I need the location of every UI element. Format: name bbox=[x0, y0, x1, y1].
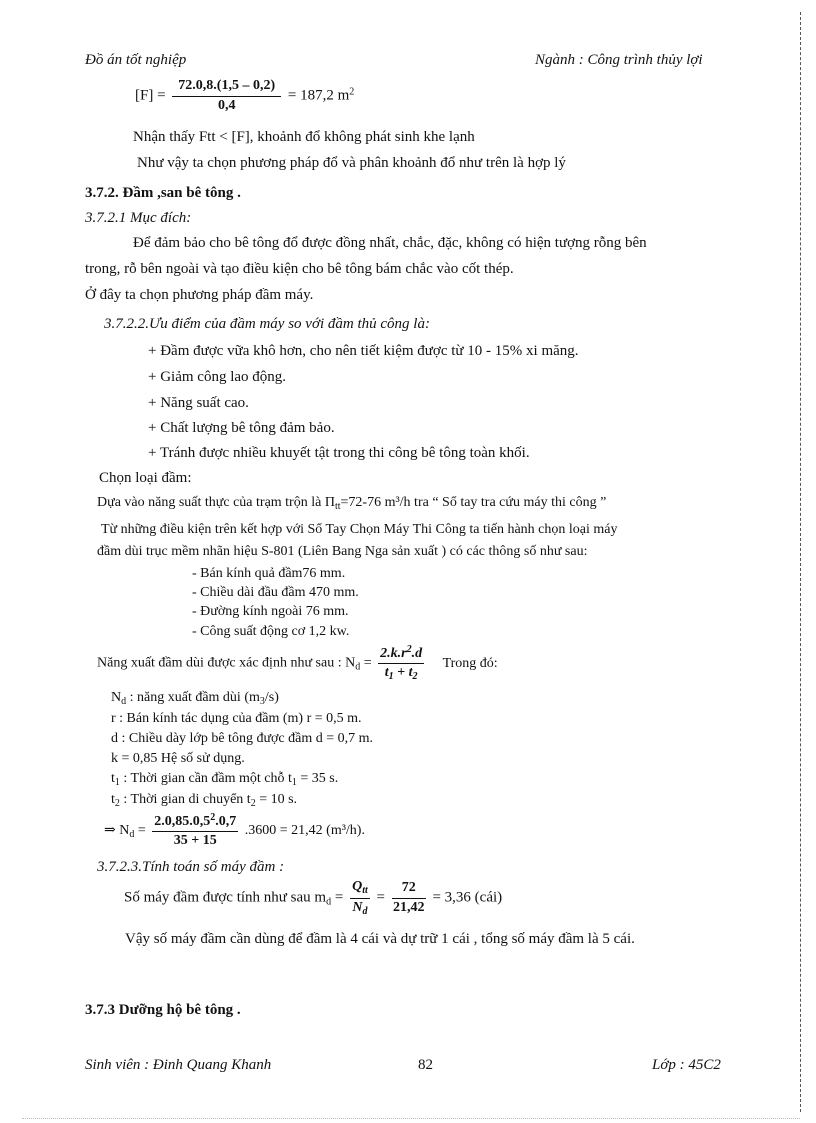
def-sym: t bbox=[111, 792, 115, 807]
den-sub-1: 1 bbox=[388, 671, 394, 683]
formula-denominator: 0,4 bbox=[217, 98, 236, 114]
def-text: : Chiều dày lớp bê tông được đầm d = 0,7 m. bbox=[118, 731, 374, 746]
def-text: : Thời gian cần đầm một chỗ t bbox=[119, 771, 292, 786]
num-text: 2.k.r bbox=[380, 646, 407, 661]
spec-item: - Công suất động cơ 1,2 kw. bbox=[192, 624, 350, 639]
def-text: = 0,85 Hệ số sử dụng. bbox=[118, 751, 245, 766]
note-line-1: Nhận thấy Ftt < [F], khoảnh đổ không phát sinh khe lạnh bbox=[133, 129, 475, 145]
formula-lhs: [F] = bbox=[135, 87, 166, 104]
purpose-line-3: Ở đây ta chọn phương pháp đầm máy. bbox=[85, 287, 314, 303]
def-sub: 1 bbox=[114, 777, 120, 788]
def-sym: d bbox=[111, 731, 118, 746]
n-symbol: N bbox=[352, 899, 363, 915]
value-fraction bbox=[392, 880, 426, 915]
q-numerator bbox=[350, 879, 370, 899]
equals-sign: = bbox=[137, 822, 146, 838]
pi-symbol: Π bbox=[324, 495, 335, 510]
heading-3-7-2-3: 3.7.2.3.Tính toán số máy đầm : bbox=[97, 859, 285, 875]
machine-count-text: Số máy đầm được tính như sau m bbox=[124, 889, 327, 906]
nd-numerator bbox=[152, 812, 238, 832]
footer-page-number: 82 bbox=[418, 1057, 433, 1073]
definition-item bbox=[111, 690, 279, 708]
productivity-denominator bbox=[378, 664, 424, 683]
def-sym: r bbox=[111, 711, 116, 726]
based-on-post: =72-76 m³/h tra “ Sổ tay tra cứu máy thi công ” bbox=[340, 495, 607, 510]
formula-numerator: 72.0,8.(1,5 – 0,2) bbox=[172, 78, 281, 97]
advantage-item: + Năng suất cao. bbox=[148, 395, 249, 411]
header-left: Đồ án tốt nghiệp bbox=[85, 52, 187, 68]
def-text-end: = 35 s. bbox=[296, 771, 339, 786]
productivity-trailing: Trong đó: bbox=[442, 655, 498, 671]
nd-sub: d bbox=[129, 828, 135, 840]
nd-symbol: N bbox=[119, 822, 130, 838]
q-over-n-fraction bbox=[350, 879, 370, 917]
conclusion-line: Vậy số máy đầm cần dùng để đầm là 4 cái và dự trữ 1 cái , tổng số máy đầm là 5 cái. bbox=[125, 931, 635, 947]
conditions-line-2: đầm dùi trục mềm nhãn hiệu S-801 (Liên Bang Nga sản xuất ) có các thông số như sau: bbox=[97, 544, 588, 559]
note-line-2: Như vậy ta chọn phương pháp đổ và phân khoảnh đổ như trên là hợp lý bbox=[137, 155, 566, 171]
implies-arrow: ⇒ bbox=[104, 822, 116, 838]
nd-fraction bbox=[152, 812, 238, 849]
pi-sub: tt bbox=[334, 501, 341, 512]
q-sub: tt bbox=[362, 885, 368, 896]
num-sup: 2 bbox=[406, 644, 412, 655]
definition-item bbox=[111, 771, 338, 789]
spec-item: - Chiều dài đầu đầm 470 mm. bbox=[192, 585, 359, 600]
advantage-item: + Chất lượng bê tông đảm bảo. bbox=[148, 420, 335, 436]
def-sym: k bbox=[111, 751, 118, 766]
def-unit-sub: 1 bbox=[291, 777, 297, 788]
footer-student: Sinh viên : Đinh Quang Khanh bbox=[85, 1057, 272, 1073]
page-border-bottom bbox=[22, 1118, 800, 1119]
def-text: : Bán kính tác dụng của đầm (m) r = 0,5 m. bbox=[115, 711, 362, 726]
purpose-line-2: trong, rỗ bên ngoài và tạo điều kiện cho bê tông bám chắc vào cốt thép. bbox=[85, 261, 514, 277]
spec-item: - Bán kính quả đầm76 mm. bbox=[192, 566, 346, 581]
heading-3-7-3: 3.7.3 Dưỡng hộ bê tông . bbox=[85, 1002, 241, 1018]
def-text: : năng xuất đầm dùi (m bbox=[126, 690, 260, 705]
def-text-end: /s) bbox=[264, 690, 279, 705]
def-text: : Thời gian di chuyển t bbox=[119, 792, 251, 807]
num-tail: .0,7 bbox=[215, 814, 237, 829]
header-right: Ngành : Công trình thủy lợi bbox=[535, 52, 703, 68]
purpose-line-1: Để đảm bảo cho bê tông đổ được đồng nhất, chắc, đặc, không có hiện tượng rỗng bên bbox=[133, 235, 647, 251]
value-numerator: 72 bbox=[392, 880, 426, 898]
nd-sub: d bbox=[355, 661, 361, 673]
n-sub: d bbox=[362, 905, 368, 917]
productivity-numerator bbox=[378, 644, 424, 664]
choose-type-line: Chọn loại đầm: bbox=[99, 470, 192, 486]
value-denominator: 21,42 bbox=[392, 899, 425, 915]
def-sym: t bbox=[111, 771, 115, 786]
heading-3-7-2-1: 3.7.2.1 Mục đích: bbox=[85, 210, 192, 226]
num-text: 2.0,85.0,5 bbox=[154, 814, 211, 829]
nd-result: .3600 = 21,42 (m³/h). bbox=[244, 822, 365, 838]
definition-item bbox=[111, 731, 373, 747]
definition-item bbox=[111, 711, 362, 727]
machine-count-result: = 3,36 (cái) bbox=[432, 889, 503, 906]
machine-count-line bbox=[124, 879, 502, 917]
heading-3-7-2: 3.7.2. Đầm ,san bê tông . bbox=[85, 185, 241, 201]
num-sup: 2 bbox=[210, 812, 216, 823]
nd-symbol: N bbox=[345, 655, 356, 671]
equals-sign: = bbox=[363, 655, 372, 671]
definition-item bbox=[111, 751, 245, 767]
spec-item: - Đường kính ngoài 76 mm. bbox=[192, 604, 349, 619]
formula-rhs-sup: 2 bbox=[349, 86, 355, 98]
formula-area bbox=[135, 78, 354, 114]
num-tail: .d bbox=[411, 646, 423, 661]
equals-sign: = bbox=[376, 889, 385, 906]
def-sub: 2 bbox=[114, 798, 120, 809]
formula-rhs: = 187,2 m bbox=[287, 87, 350, 104]
productivity-line bbox=[97, 644, 498, 683]
productivity-fraction bbox=[378, 644, 424, 683]
def-sub: d bbox=[121, 696, 127, 707]
based-on-pre: Dựa vào năng suất thực của trạm trộn là bbox=[97, 495, 322, 510]
nd-denominator: 35 + 15 bbox=[173, 833, 217, 849]
md-sub: d bbox=[326, 896, 332, 908]
heading-3-7-2-2: 3.7.2.2.Ưu điểm của đầm máy so với đầm thủ công là: bbox=[104, 316, 430, 332]
productivity-text: Năng xuất đầm dùi được xác định như sau : bbox=[97, 655, 342, 671]
formula-fraction bbox=[172, 78, 281, 114]
advantage-item: + Đầm được vữa khô hơn, cho nên tiết kiệm được từ 10 - 15% xi măng. bbox=[148, 343, 579, 359]
nd-calculation bbox=[104, 812, 365, 849]
def-text-end: = 10 s. bbox=[255, 792, 298, 807]
def-unit-sub: 3 bbox=[259, 696, 265, 707]
page-border-right bbox=[800, 12, 801, 1112]
n-denominator bbox=[350, 899, 370, 918]
den-sub-2: 2 bbox=[412, 671, 418, 683]
advantage-item: + Giảm công lao động. bbox=[148, 369, 287, 385]
def-unit-sub: 2 bbox=[250, 798, 256, 809]
advantage-item: + Tránh được nhiều khuyết tật trong thi công bê tông toàn khối. bbox=[148, 445, 530, 461]
definition-item bbox=[111, 792, 297, 810]
den-plus: + t bbox=[393, 665, 413, 681]
equals-sign: = bbox=[334, 889, 344, 906]
q-symbol: Q bbox=[352, 879, 363, 894]
conditions-line-1: Từ những điều kiện trên kết hợp với Sổ Tay Chọn Máy Thi Công ta tiến hành chọn loại máy bbox=[101, 522, 618, 537]
den-text: t bbox=[384, 665, 389, 681]
based-on-line bbox=[97, 495, 606, 513]
footer-class: Lớp : 45C2 bbox=[652, 1057, 721, 1073]
def-sym: N bbox=[111, 690, 122, 705]
